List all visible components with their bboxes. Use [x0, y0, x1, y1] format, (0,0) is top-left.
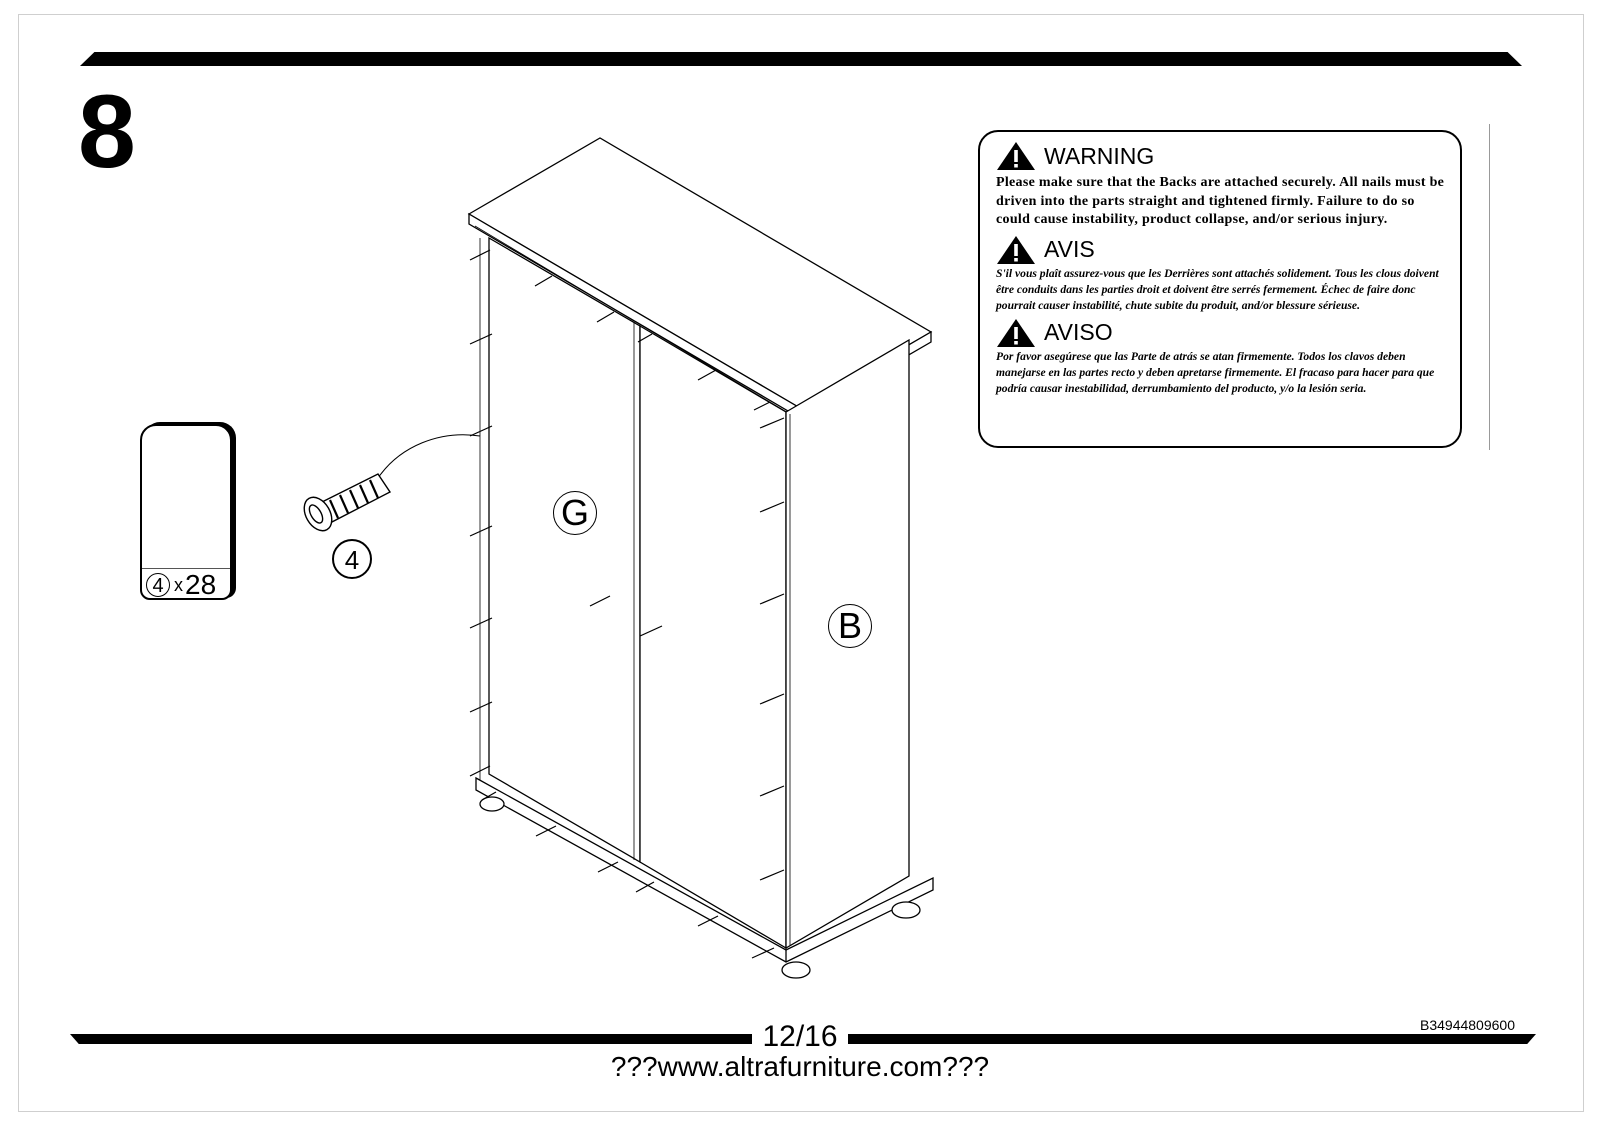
warning-triangle-icon [996, 318, 1036, 348]
panel-label-g: G [553, 491, 597, 535]
warning-triangle-icon [996, 235, 1036, 265]
back-panel-g [489, 238, 640, 862]
hardware-card [140, 424, 232, 600]
warning-text-fr: S'il vous plaît assurez-vous que les Derrières sont attachés solidement. Tous les clous doivent être conduits dans les parties droit et doivent être serrés fermement. Échec de faire donc pourrait causer instabilité, chute subite du produit, and/or blessure sérieuse. [996, 266, 1439, 312]
warning-box [978, 130, 1462, 448]
warning-title: WARNING [1044, 142, 1155, 169]
warning-text-en: Please make sure that the Backs are attached securely. All nails must be driven into the parts straight and tightened firmly. Failure to do so could cause instability, product collapse, and/or serious injury. [996, 175, 1445, 227]
screw-icon [299, 474, 390, 536]
panel-label-b: B [828, 604, 872, 648]
avis-title: AVIS [1044, 236, 1095, 262]
aviso-title: AVISO [1044, 319, 1113, 345]
document-code: B34944809600 [1420, 1017, 1515, 1033]
back-panel-right [640, 326, 786, 948]
multiplier: x [174, 574, 183, 595]
warning-triangle-icon [996, 141, 1036, 171]
warning-text-es: Por favor asegúrese que las Parte de atrás se atan firmemente. Todos los clavos deben manejarse en las partes recto y deben apretarse firmemente. El fracaso para hacer para que podría causar inestabilidad, derrumbamiento del producto, y/o la lesión seria. [996, 349, 1435, 395]
hardware-callout: 4 [332, 539, 372, 579]
foot [892, 902, 920, 918]
warning-heading-en [996, 140, 1446, 172]
foot [782, 962, 810, 978]
website-url[interactable]: ???www.altrafurniture.com??? [610, 1051, 990, 1082]
warning-heading-es [996, 317, 1446, 349]
warning-heading-fr [996, 234, 1446, 266]
hardware-quantity [142, 570, 230, 600]
leader-line [378, 435, 480, 478]
page-number: 12/16 [752, 1020, 848, 1054]
part-id: 4 [146, 573, 170, 597]
step-number: 8 [78, 74, 136, 190]
quantity: 28 [185, 569, 217, 600]
